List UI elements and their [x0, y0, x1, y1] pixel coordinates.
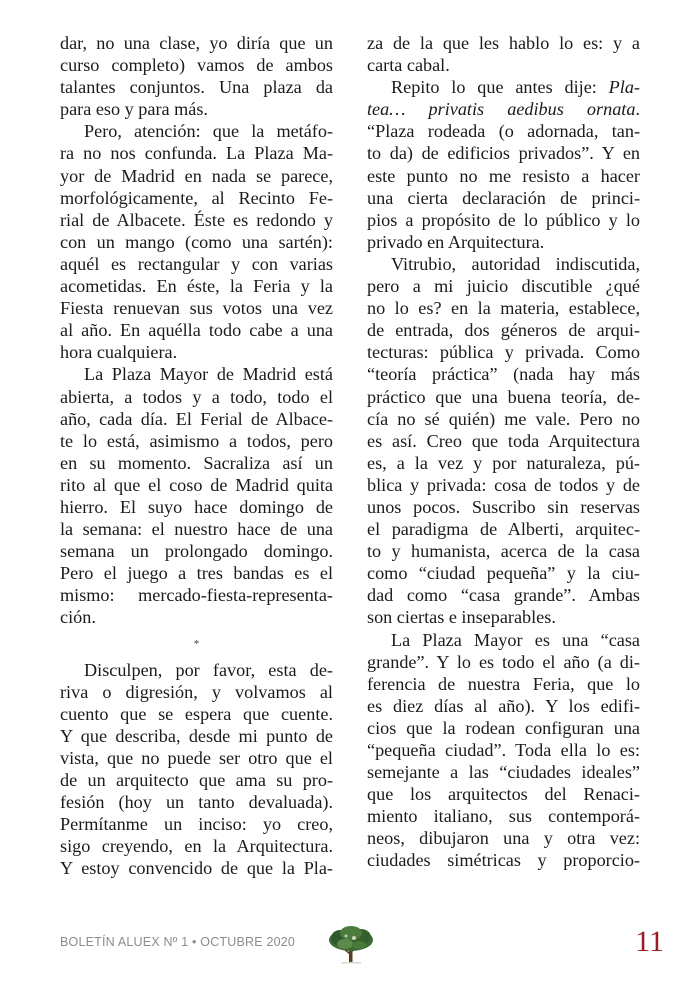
text-line: riva o digresión, y volvamos al	[60, 681, 333, 702]
text-line: curso completo) vamos de ambos	[60, 55, 333, 76]
text-line: unos pocos. Suscribo sin reservas	[367, 496, 640, 517]
text-line: “Plaza rodeada (o adornada, tan-	[367, 121, 640, 142]
left-column	[60, 32, 333, 880]
text-line: miento italiano, sus contemporá-	[367, 806, 640, 827]
text-line: tecturas: pública y privada. Como	[367, 342, 640, 363]
publication-footer: BOLETÍN ALUEX Nº 1 • OCTUBRE 2020	[60, 935, 296, 949]
text-line: grande”. Y lo es todo el año (a di-	[367, 651, 640, 672]
text-line: este punto no me resisto a hacer	[367, 165, 640, 186]
text-line: ción.	[60, 607, 96, 628]
text-line: es así. Creo que toda Arquitectura	[367, 430, 640, 451]
text-line: za de la que les hablo lo es: y a	[367, 33, 640, 53]
spacer	[60, 651, 333, 659]
text-line: una cierta declaración de princi-	[367, 187, 640, 208]
text-line: morfológicamente, al Recinto Fe-	[60, 187, 333, 208]
text-line: yor de Madrid en nada se parece,	[60, 165, 333, 186]
text-line: hierro. El suyo hace domingo de	[60, 496, 333, 517]
text-line: acometidas. En éste, la Feria y la	[60, 276, 333, 297]
text-line: no lo es? en la materia, establece,	[367, 298, 640, 319]
text-line: de un arquitecto que ama su pro-	[60, 770, 333, 791]
text-line: neos, dibujaron una y otra vez:	[367, 828, 640, 849]
text-line	[367, 98, 640, 120]
text-line: abierta, a todos y a todo, todo el	[60, 386, 333, 407]
text-line: cía no sé quién) me vale. Pero no	[367, 408, 640, 429]
text-line: como “ciudad pequeña” y la ciu-	[367, 563, 640, 584]
text-line: de entrada, dos géneros de arqui-	[367, 320, 640, 341]
text-line: vista, que no puede ser otro que el	[60, 748, 333, 768]
text-line: hora cualquiera.	[60, 342, 178, 363]
section-separator: *	[193, 637, 200, 650]
text-line: ferencia de nuestra Feria, que lo	[367, 673, 640, 694]
text-line: “teoría práctica” (nada hay más	[367, 364, 640, 385]
text-line: Vitrubio, autoridad indiscutida,	[391, 253, 640, 274]
text-line: mismo: mercado-fiesta-representa-	[60, 585, 333, 606]
text-line: la semana: el nuestro hace de una	[60, 519, 333, 540]
page-number: 11	[635, 925, 664, 958]
text-line: semejante a las “ciudades ideales”	[367, 762, 640, 783]
text-line: semana un prolongado domingo.	[60, 541, 333, 562]
text-line: es, a la vez y por naturaleza, pú-	[367, 452, 640, 473]
text-line: Permítanme un inciso: yo creo,	[60, 814, 333, 835]
text-line: te lo está, asimismo a todos, pero	[60, 430, 333, 451]
text-line: al año. En aquélla todo cabe a una	[60, 320, 333, 341]
text-head: Repito lo que antes dije:	[391, 77, 609, 98]
text-line: Fiesta renuevan sus votos una vez	[60, 298, 333, 319]
text-tail: .	[635, 99, 640, 120]
text-line: fesión (hoy un tanto devaluada).	[60, 792, 333, 813]
text-line: el paradigma de Alberti, arquitec-	[367, 519, 640, 540]
text-line: en su momento. Sacraliza así un	[60, 452, 333, 473]
text-line: to da) de edificios privados”. Y en	[367, 143, 640, 164]
text-line: con un mango (como una sartén):	[60, 231, 333, 252]
text-line: Pero el juego a tres bandas es el	[60, 563, 333, 584]
text-line: dad como “casa grande”. Ambas	[367, 585, 640, 606]
text-line: “pequeña ciudad”. Toda ella lo es:	[367, 740, 640, 760]
text-line	[367, 76, 640, 98]
text-line: que los arquitectos del Renaci-	[367, 784, 640, 805]
text-line: to y humanista, acerca de la casa	[367, 541, 640, 562]
text-line: pero a mi juicio discutible ¿qué	[367, 276, 640, 297]
text-line: Pero, atención: que la metáfo-	[84, 121, 333, 142]
text-line: blica y privada: cosa de todos y de	[367, 474, 640, 495]
text-line: privado en Arquitectura.	[367, 231, 545, 252]
text-line: Y estoy convencido de que la Pla-	[60, 858, 333, 879]
italic-text: tea… privatis aedibus ornata	[367, 99, 636, 120]
text-line: ciudades simétricas y proporcio-	[367, 850, 640, 871]
text-line: es diez días al año). Y los edifi-	[367, 695, 640, 716]
text-line: práctico que una buena teoría, de-	[367, 386, 640, 407]
text-line: aquél es rectangular y con varias	[60, 253, 333, 274]
text-line: La Plaza Mayor de Madrid está	[84, 364, 333, 385]
text-line: cuento que se espera que cuente.	[60, 703, 333, 724]
text-line: Disculpen, por favor, esta de-	[84, 659, 333, 680]
text-line: La Plaza Mayor es una “casa	[391, 629, 640, 650]
text-line: pios a propósito de lo público y lo	[367, 209, 640, 230]
text-line: dar, no una clase, yo diría que un	[60, 33, 333, 53]
text-line: rito al que el coso de Madrid quita	[60, 474, 333, 495]
text-line: carta cabal.	[367, 55, 450, 76]
text-line: sigo creyendo, en la Arquitectura.	[60, 836, 333, 857]
text-line: cios que la rodean configuran una	[367, 717, 640, 738]
text-line: ra no nos confunda. La Plaza Ma-	[60, 143, 333, 164]
text-line: para eso y para más.	[60, 99, 208, 120]
text-line: año, cada día. El Ferial de Albace-	[60, 408, 333, 429]
text-line: talantes conjuntos. Una plaza da	[60, 77, 333, 98]
right-column	[367, 32, 640, 872]
text-line: rial de Albacete. Éste es redondo y	[60, 209, 333, 230]
text-line: Y que describa, desde mi punto de	[60, 725, 333, 746]
italic-text: Pla-	[608, 77, 640, 98]
text-line: son ciertas e inseparables.	[367, 607, 556, 628]
tree-icon	[325, 924, 377, 966]
